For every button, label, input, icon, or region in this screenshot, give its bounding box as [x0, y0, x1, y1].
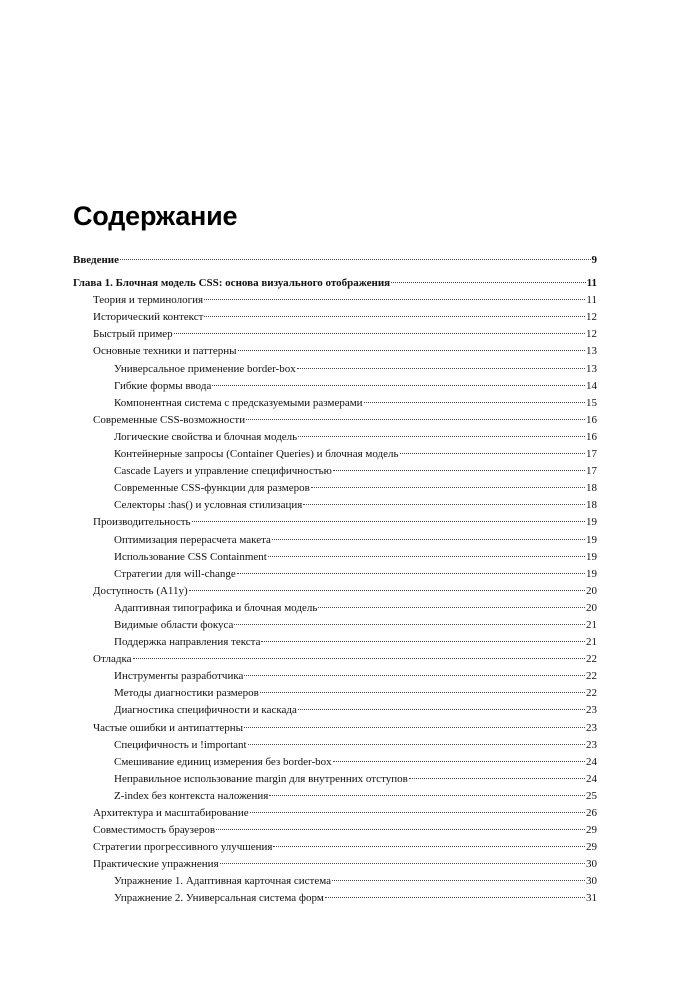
toc-entry-page-number: 19: [586, 533, 597, 546]
dot-leader: [237, 573, 585, 574]
toc-entry-page-number: 24: [586, 755, 597, 768]
toc-entry-page-number: 19: [586, 550, 597, 563]
toc-entry-page-number: 24: [586, 772, 597, 785]
dot-leader: [409, 778, 585, 779]
toc-entry[interactable]: [73, 252, 597, 269]
dot-leader: [260, 692, 585, 693]
toc-entry-title: Методы диагностики размеров: [114, 687, 259, 700]
toc-entry[interactable]: [73, 600, 597, 617]
toc-entry-title: Смешивание единиц измерения без border-box: [114, 755, 332, 768]
dot-leader: [174, 333, 585, 334]
toc-entry[interactable]: [73, 805, 597, 822]
dot-leader: [192, 521, 585, 522]
toc-entry[interactable]: [73, 532, 597, 549]
toc-entry[interactable]: [73, 361, 597, 378]
toc-entry-page-number: 11: [586, 277, 597, 290]
toc-entry-title: Исторический контекст: [93, 311, 204, 324]
toc-entry[interactable]: [73, 720, 597, 737]
table-of-contents: [73, 252, 597, 908]
toc-entry-title: Основные техники и паттерны: [93, 345, 237, 358]
toc-entry-page-number: 23: [586, 704, 597, 717]
toc-entry[interactable]: [73, 634, 597, 651]
toc-entry-page-number: 20: [586, 601, 597, 614]
toc-entry-page-number: 13: [586, 345, 597, 358]
toc-entry-page-number: 21: [586, 618, 597, 631]
toc-entry-title: Неправильное использование margin для внутренних отступов: [114, 772, 408, 785]
toc-entry-title: Стратегии для will-change: [114, 567, 236, 580]
toc-entry-page-number: 12: [586, 311, 597, 324]
toc-entry-page-number: 17: [586, 448, 597, 461]
toc-entry-title: Практические упражнения: [93, 858, 219, 871]
toc-entry[interactable]: [73, 702, 597, 719]
toc-entry-title: Архитектура и масштабирование: [93, 807, 249, 819]
toc-entry-page-number: 23: [586, 738, 597, 751]
toc-entry-title: Поддержка направления текста: [114, 636, 261, 649]
dot-leader: [212, 385, 585, 386]
dot-leader: [364, 402, 585, 403]
toc-entry-title: Упражнение 1. Адаптивная карточная система: [114, 875, 332, 888]
toc-entry-page-number: 15: [586, 396, 597, 409]
toc-entry-page-number: 25: [586, 789, 597, 802]
dot-leader: [216, 829, 585, 830]
toc-entry-page-number: 12: [586, 328, 597, 341]
toc-entry-title: Оптимизация перерасчета макета: [114, 533, 271, 546]
toc-entry[interactable]: [73, 429, 597, 446]
toc-entry[interactable]: [73, 378, 597, 395]
toc-entry-page-number: 26: [586, 807, 597, 819]
toc-entry-page-number: 14: [586, 379, 597, 392]
toc-entry-title: Совместимость браузеров: [93, 824, 216, 837]
dot-leader: [261, 641, 585, 642]
toc-entry-title: Стратегии прогрессивного улучшения: [93, 841, 273, 854]
toc-entry[interactable]: [73, 309, 597, 326]
dot-leader: [189, 590, 585, 591]
dot-leader: [244, 727, 585, 728]
toc-entry[interactable]: [73, 839, 597, 856]
toc-entry[interactable]: [73, 343, 597, 360]
toc-entry[interactable]: [73, 737, 597, 754]
dot-leader: [325, 897, 585, 898]
toc-entry-title: Частые ошибки и антипаттерны: [93, 721, 244, 734]
dot-leader: [246, 419, 585, 420]
toc-entry[interactable]: [73, 788, 597, 805]
dot-leader: [273, 846, 585, 847]
page-title: Содержание: [73, 201, 238, 231]
toc-entry-title: Современные CSS-функции для размеров: [114, 482, 310, 495]
dot-leader: [332, 880, 585, 881]
toc-entry-title: Инструменты разработчика: [114, 670, 244, 683]
toc-entry-title: Контейнерные запросы (Container Queries) и блочная модель: [114, 448, 399, 461]
toc-entry-title: Использование CSS Containment: [114, 550, 267, 563]
dot-leader: [248, 744, 585, 745]
toc-entry[interactable]: [73, 651, 597, 668]
toc-entry-title: Быстрый пример: [93, 328, 173, 341]
dot-leader: [250, 812, 585, 813]
dot-leader: [268, 556, 585, 557]
toc-entry[interactable]: [73, 890, 597, 907]
toc-entry-title: Диагностика специфичности и каскада: [114, 704, 297, 717]
toc-entry-title: Специфичность и !important: [114, 738, 247, 751]
toc-entry-title: Гибкие формы ввода: [114, 379, 212, 392]
dot-leader: [244, 675, 585, 676]
toc-entry-page-number: 31: [586, 892, 597, 905]
dot-leader: [298, 709, 585, 710]
toc-entry[interactable]: [73, 617, 597, 634]
toc-entry[interactable]: [73, 292, 597, 309]
toc-entry-page-number: 16: [586, 413, 597, 426]
toc-entry-page-number: 22: [586, 687, 597, 700]
toc-entry-page-number: 17: [586, 465, 597, 478]
dot-leader: [120, 259, 590, 260]
toc-entry-page-number: 29: [586, 824, 597, 837]
dot-leader: [298, 436, 585, 437]
dot-leader: [269, 795, 585, 796]
toc-entry-page-number: 20: [586, 584, 597, 597]
toc-entry-title: Z-index без контекста наложения: [114, 789, 269, 802]
toc-entry-title: Глава 1. Блочная модель CSS: основа визуального отображения: [73, 277, 391, 290]
toc-entry[interactable]: [73, 685, 597, 702]
toc-entry[interactable]: [73, 446, 597, 463]
toc-entry[interactable]: [73, 480, 597, 497]
toc-entry-page-number: 19: [586, 567, 597, 580]
toc-entry[interactable]: [73, 549, 597, 566]
dot-leader: [204, 316, 585, 317]
toc-entry[interactable]: [73, 822, 597, 839]
toc-entry-page-number: 22: [586, 670, 597, 683]
dot-leader: [400, 453, 585, 454]
toc-entry[interactable]: [73, 463, 597, 480]
dot-leader: [220, 863, 585, 864]
toc-entry-page-number: 30: [586, 875, 597, 888]
dot-leader: [272, 539, 585, 540]
dot-leader: [297, 368, 585, 369]
toc-entry-page-number: 16: [586, 430, 597, 443]
toc-entry-title: Логические свойства и блочная модель: [114, 430, 298, 443]
dot-leader: [238, 350, 585, 351]
toc-entry-page-number: 18: [586, 499, 597, 512]
dot-leader: [133, 658, 585, 659]
toc-entry-page-number: 11: [586, 294, 597, 307]
dot-leader: [303, 504, 585, 505]
toc-entry[interactable]: [73, 873, 597, 890]
toc-entry[interactable]: [73, 326, 597, 343]
toc-entry[interactable]: [73, 395, 597, 412]
toc-entry[interactable]: [73, 771, 597, 788]
toc-entry[interactable]: [73, 514, 597, 531]
toc-entry-title: Селекторы :has() и условная стилизация: [114, 499, 303, 512]
toc-entry-title: Введение: [73, 254, 120, 266]
toc-entry[interactable]: [73, 856, 597, 873]
dot-leader: [311, 487, 585, 488]
toc-entry[interactable]: [73, 754, 597, 771]
toc-entry-title: Доступность (A11y): [93, 584, 188, 597]
toc-entry[interactable]: [73, 566, 597, 583]
toc-entry-page-number: 22: [586, 653, 597, 666]
toc-entry-title: Отладка: [93, 653, 132, 666]
toc-entry[interactable]: [73, 668, 597, 685]
toc-entry-page-number: 19: [586, 516, 597, 529]
toc-entry[interactable]: [73, 275, 597, 292]
dot-leader: [391, 282, 585, 283]
toc-entry-page-number: 13: [586, 362, 597, 375]
dot-leader: [333, 470, 585, 471]
toc-entry-title: Современные CSS-возможности: [93, 413, 246, 426]
toc-entry-page-number: 23: [586, 721, 597, 734]
toc-entry-page-number: 30: [586, 858, 597, 871]
toc-entry[interactable]: [73, 412, 597, 429]
dot-leader: [204, 299, 585, 300]
toc-entry-page-number: 29: [586, 841, 597, 854]
toc-entry-title: Теория и терминология: [93, 294, 204, 307]
toc-entry[interactable]: [73, 583, 597, 600]
toc-entry-title: Универсальное применение border-box: [114, 362, 296, 375]
dot-leader: [234, 624, 585, 625]
toc-entry-title: Компонентная система с предсказуемыми размерами: [114, 396, 363, 409]
toc-entry-page-number: 21: [586, 636, 597, 649]
toc-entry-title: Упражнение 2. Универсальная система форм: [114, 892, 324, 905]
dot-leader: [318, 607, 585, 608]
dot-leader: [333, 761, 585, 762]
toc-entry-title: Производительность: [93, 516, 191, 529]
toc-entry-title: Видимые области фокуса: [114, 618, 234, 631]
toc-entry-page-number: 18: [586, 482, 597, 495]
toc-entry[interactable]: [73, 497, 597, 514]
toc-entry-title: Адаптивная типографика и блочная модель: [114, 601, 318, 614]
toc-entry-title: Cascade Layers и управление специфичностью: [114, 465, 332, 478]
toc-entry-page-number: 9: [591, 254, 597, 266]
